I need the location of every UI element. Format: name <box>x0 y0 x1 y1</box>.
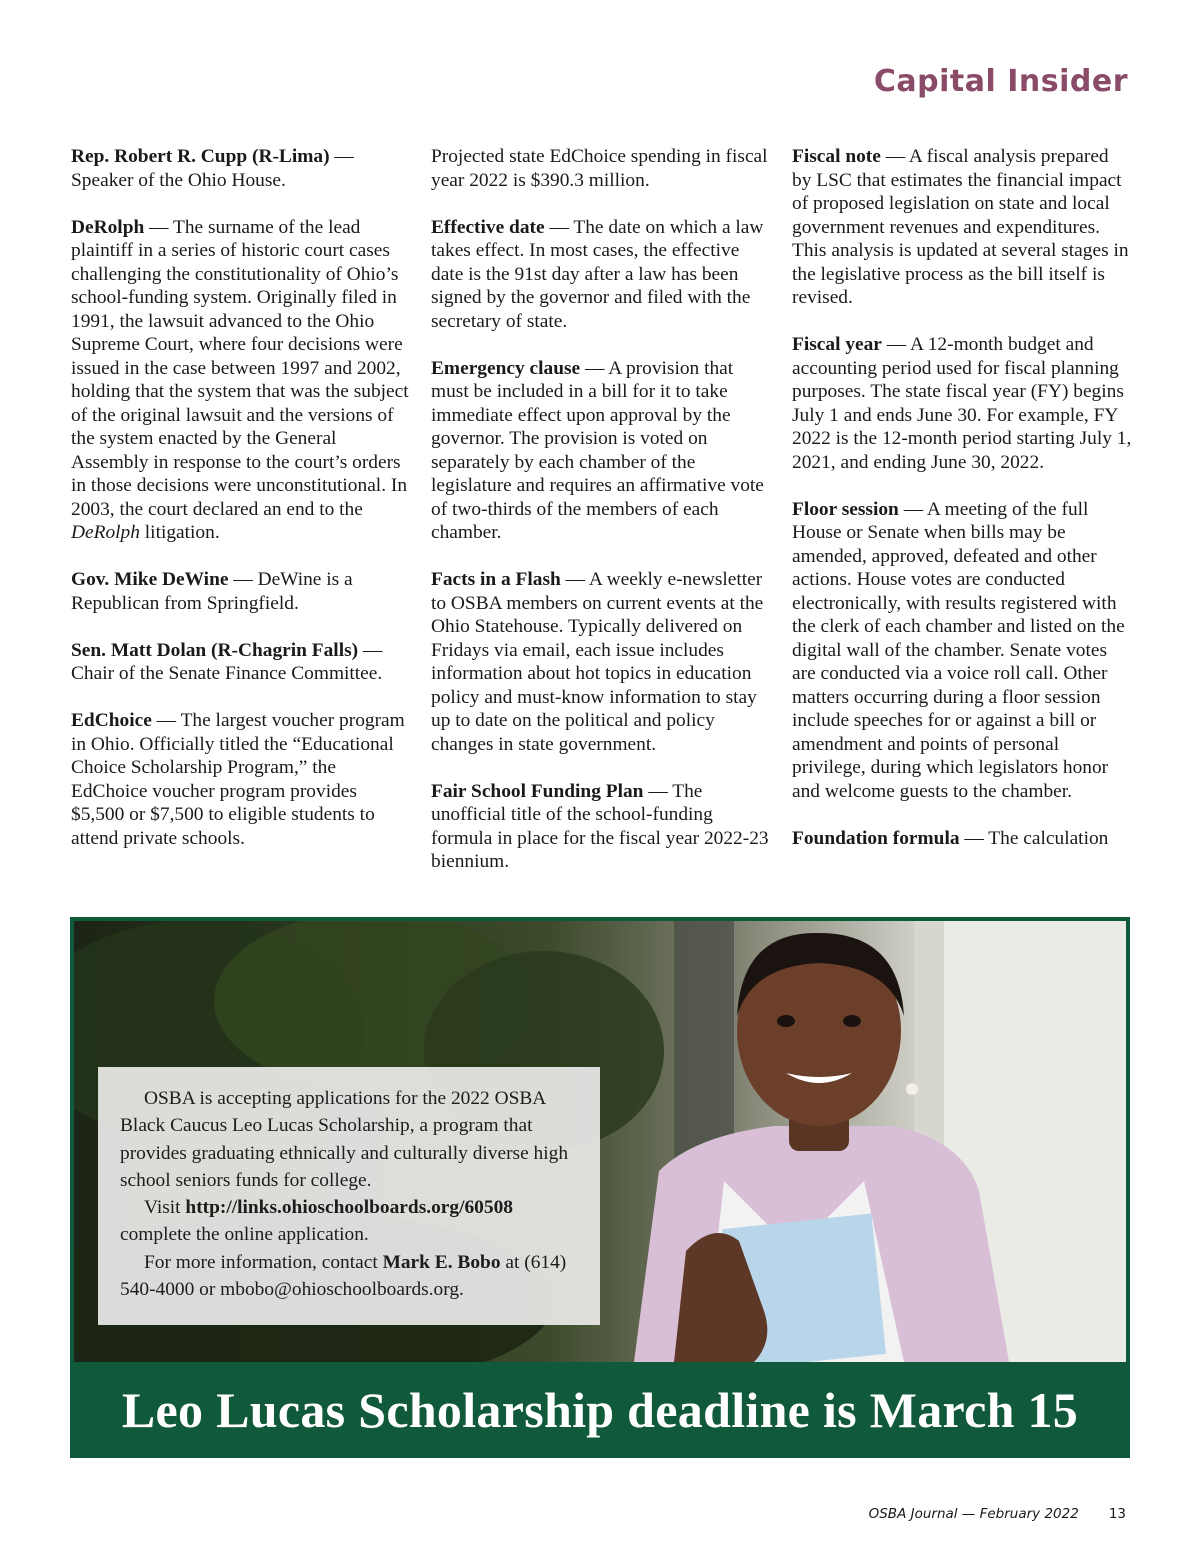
glossary-column-2 <box>431 145 773 897</box>
page-footer <box>869 1506 1126 1522</box>
glossary-term: Rep. Robert R. Cupp (R-Lima) <box>71 146 330 167</box>
glossary-definition: Chair of the Senate Finance Committee. <box>71 663 383 684</box>
deadline-banner: Leo Lucas Scholarship deadline is March 15 <box>121 1382 1079 1438</box>
glossary-definition: The unofficial title of the school-funding formula in place for the fiscal year 2022-23 biennium. <box>431 780 769 872</box>
glossary-definition: The date on which a law takes effect. In most cases, the effective date is the 91st day after a law has been signed by the governor and filed with the secretary of state. <box>431 216 764 332</box>
glossary-definition: A weekly e-newsletter to OSBA members on current events at the Ohio Statehouse. Typically delivered on Fridays via email, each issue includes information about hot topics in education policy and must-know information to stay up to date on the political and policy changes in state government. <box>431 569 764 755</box>
glossary-entry: DeRolph — The surname of the lead plaintiff in a series of historic court cases challenging the constitutionality of Ohio’s school-funding system. Originally filed in 1991, the lawsuit advanced to the Ohio Supreme Court, where four decisions were issued in the case between 1997 and 2002, holding that the system that was the subject of the original lawsuit and the versions of the system enacted by the General Assembly in response to the court’s orders in those decisions were unconstitutional. In 2003, the court declared an end to the DeRolph litigation. <box>71 216 409 543</box>
promo-contact-paragraph <box>120 1249 580 1304</box>
glossary-entry: Foundation formula — The calculation <box>792 827 1109 849</box>
glossary-column-1 <box>71 145 413 874</box>
visit-suffix: complete the online application. <box>120 1224 369 1246</box>
glossary-term: DeRolph <box>71 216 145 238</box>
glossary-definition: A fiscal analysis prepared by LSC that estimates the financial impact of proposed legislation on state and local government revenues and expenditures. This analysis is updated at several stages in the legislative process as the bill itself is revised. <box>792 146 1129 308</box>
glossary-definition: The calculation <box>988 827 1109 849</box>
glossary-definition: A meeting of the full House or Senate when bills may be amended, approved, defeated and other actions. House votes are conducted electronically, with results registered with the clerk of each chamber and listed on the digital wall of the chamber. Senate votes are conducted via a voice roll call. Other matters occurring during a floor session include speeches for or against a bill or amendment and points of personal privilege, during which legislators honor and welcome guests to the chamber. <box>792 498 1125 802</box>
glossary-entry: Effective date — The date on which a law takes effect. In most cases, the effective date is the 91st day after a law has been signed by the governor and filed with the secretary of state. <box>431 216 764 332</box>
contact-suffix: at (614) 540-4000 or mbobo@ohioschoolboards.org. <box>120 1251 567 1301</box>
glossary-entry: Gov. Mike DeWine — DeWine is a Republican from Springfield. <box>71 569 353 614</box>
glossary-definition: The surname of the lead plaintiff in a series of historic court cases challenging the constitutionality of Ohio’s school-funding system. Originally filed in 1991, the lawsuit advanced to the Ohio Supreme Court, where four decisions were issued in the case between 1997 and 2002, holding that the system that was the subject of the original lawsuit and the versions of the system enacted by the General Assembly in response to the court’s orders in those decisions were unconstitutional. In 2003, the court declared an end to the <box>71 216 409 520</box>
glossary-entry: Fair School Funding Plan — The unofficial title of the school-funding formula in place for the fiscal year 2022-23 biennium. <box>431 780 769 872</box>
glossary-entry: Fiscal note — A fiscal analysis prepared by LSC that estimates the financial impact of proposed legislation on state and local government revenues and expenditures. This analysis is updated at several stages in the legislative process as the bill itself is revised. <box>792 146 1129 308</box>
glossary-term: Floor session <box>792 498 899 520</box>
glossary-definition: Speaker of the Ohio House. <box>71 169 286 191</box>
glossary-column-3 <box>792 145 1132 850</box>
glossary-entry: EdChoice — The largest voucher program in Ohio. Officially titled the “Educational Choice Scholarship Program,” the EdChoice voucher program provides $5,500 or $7,500 to eligible students to attend private schools. <box>71 710 405 849</box>
glossary-entry: Facts in a Flash — A weekly e-newsletter to OSBA members on current events at the Ohio Statehouse. Typically delivered on Fridays via email, each issue includes information about hot topics in education policy and must-know information to stay up to date on the political and policy changes in state government. <box>431 569 764 755</box>
glossary-definition: DeWine is a Republican from Springfield. <box>71 569 353 614</box>
application-link[interactable]: http://links.ohioschoolboards.org/60508 <box>185 1197 513 1219</box>
glossary-definition-end: litigation. <box>144 522 220 543</box>
glossary-term: Gov. Mike DeWine <box>71 569 229 590</box>
glossary-term: Fiscal year <box>792 334 882 355</box>
page-number: 13 <box>1108 1506 1126 1522</box>
glossary-entry: Floor session — A meeting of the full House or Senate when bills may be amended, approved, defeated and other actions. House votes are conducted electronically, with results registered with the clerk of each chamber and listed on the digital wall of the chamber. Senate votes are conducted via a voice roll call. Other matters occurring during a floor session include speeches for or against a bill or amendment and points of personal privilege, during which legislators honor and welcome guests to the chamber. <box>792 498 1125 802</box>
visit-prefix: Visit <box>144 1197 181 1219</box>
promo-visit-paragraph <box>120 1194 580 1249</box>
glossary-term: Fair School Funding Plan <box>431 780 644 802</box>
glossary-term: Sen. Matt Dolan (R-Chagrin Falls) <box>71 639 359 661</box>
promo-paragraph: OSBA is accepting applications for the 2022 OSBA Black Caucus Leo Lucas Scholarship, a program that provides graduating ethnically and culturally diverse high school seniors funds for college. <box>120 1088 569 1191</box>
glossary-term: Emergency clause <box>431 357 581 379</box>
journal-title: OSBA Journal — February 2022 <box>868 1506 1079 1522</box>
glossary-term: EdChoice <box>71 710 152 731</box>
glossary-term: Foundation formula <box>792 827 960 849</box>
glossary-continuation: Projected state EdChoice spending in fiscal year 2022 is $390.3 million. <box>431 146 768 191</box>
case-name-italic: DeRolph <box>71 522 140 543</box>
glossary-entry: Sen. Matt Dolan (R-Chagrin Falls) — Chair of the Senate Finance Committee. <box>71 639 383 684</box>
scholarship-promo <box>70 917 1130 1458</box>
contact-prefix: For more information, contact <box>144 1251 378 1273</box>
promo-text-box <box>98 1067 600 1325</box>
glossary-entry: Emergency clause — A provision that must be included in a bill for it to take immediate effect upon approval by the governor. The provision is voted on separately by each chamber of the legislature and requires an affirmative vote of two-thirds of the members of each chamber. <box>431 357 764 543</box>
section-title: Capital Insider <box>873 64 1128 99</box>
glossary-definition: The largest voucher program in Ohio. Officially titled the “Educational Choice Scholarship Program,” the EdChoice voucher program provides $5,500 or $7,500 to eligible students to attend private schools. <box>71 710 405 849</box>
glossary-term: Effective date <box>431 216 545 238</box>
glossary-definition: A provision that must be included in a bill for it to take immediate effect upon approval by the governor. The provision is voted on separately by each chamber of the legislature and requires an affirmative vote of two-thirds of the members of each chamber. <box>431 357 764 543</box>
glossary-term: Fiscal note <box>792 146 881 167</box>
contact-name: Mark E. Bobo <box>382 1251 501 1273</box>
glossary-definition: A 12-month budget and accounting period used for fiscal planning purposes. The state fiscal year (FY) begins July 1 and ends June 30. For example, FY 2022 is the 12-month period starting July 1, 2021, and ending June 30, 2022. <box>792 334 1132 473</box>
glossary-entry: Fiscal year — A 12-month budget and accounting period used for fiscal planning purposes. The state fiscal year (FY) begins July 1 and ends June 30. For example, FY 2022 is the 12-month period starting July 1, 2021, and ending June 30, 2022. <box>792 334 1132 473</box>
glossary-term: Facts in a Flash <box>431 569 561 590</box>
glossary-entry: Rep. Robert R. Cupp (R-Lima) — Speaker of the Ohio House. <box>71 146 354 191</box>
